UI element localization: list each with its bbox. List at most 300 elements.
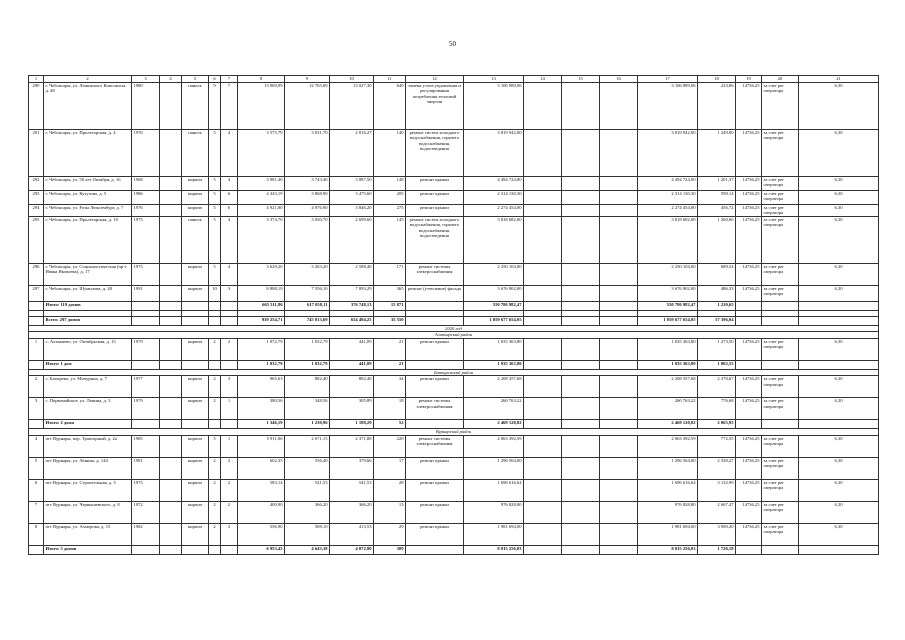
table-cell: 1 696 616,64 xyxy=(464,479,524,501)
table-cell: 4 976,90 xyxy=(285,204,330,216)
table-cell: 598,14 xyxy=(698,190,736,204)
table-cell xyxy=(562,190,600,204)
table-cell: 1 726,18 xyxy=(698,545,736,554)
table-cell: за счет рег оператора xyxy=(762,479,799,501)
table-cell: г. Чебоксары, ул. 50 лет Октября, д. 16 xyxy=(44,176,132,190)
table-cell: 3 xyxy=(221,285,238,301)
table-cell: кирпич xyxy=(182,263,209,285)
table-cell: 2 xyxy=(209,376,221,398)
table-cell: 3 475,60 xyxy=(330,190,374,204)
capital-repair-table xyxy=(28,75,879,555)
column-number-cell: 17 xyxy=(638,76,698,83)
table-cell: 296 xyxy=(29,263,44,285)
table-cell: 1 696 616,64 xyxy=(638,479,698,501)
table-cell: 14736,25 xyxy=(736,338,762,360)
table-cell xyxy=(221,545,238,554)
table-cell: 6,30 xyxy=(799,501,879,523)
table-cell: ремонт крыши xyxy=(406,501,464,523)
table-cell xyxy=(132,545,160,554)
table-cell xyxy=(562,435,600,457)
table-cell: 14736,25 xyxy=(736,204,762,216)
table-cell: 6,30 xyxy=(799,263,879,285)
table-cell xyxy=(160,285,182,301)
table-cell: за счет рег оператора xyxy=(762,176,799,190)
table-cell xyxy=(132,360,160,369)
table-cell: 366,20 xyxy=(285,501,330,523)
table-cell: 1977 xyxy=(132,376,160,398)
table-cell xyxy=(562,204,600,216)
section-heading: 2020 год xyxy=(29,325,879,332)
table-cell xyxy=(160,301,182,310)
table-cell: 1985 xyxy=(132,435,160,457)
table-cell: 6,30 xyxy=(799,216,879,263)
table-row xyxy=(29,263,879,285)
table-row xyxy=(29,285,879,301)
table-row xyxy=(29,376,879,398)
table-cell: 5 xyxy=(209,263,221,285)
table-cell: 2 314 130,30 xyxy=(464,190,524,204)
table-cell: 52 xyxy=(374,420,406,429)
table-cell xyxy=(562,301,600,310)
table-cell: 550 786 982,47 xyxy=(464,301,524,310)
table-cell: 140 xyxy=(374,129,406,176)
table-cell xyxy=(562,82,600,129)
table-cell: 2 588,40 xyxy=(330,263,374,285)
table-cell: 3 030,70 xyxy=(285,216,330,263)
table-cell: 486,33 xyxy=(698,285,736,301)
table-cell: кирпич xyxy=(182,479,209,501)
table-cell: 14736,25 xyxy=(736,190,762,204)
table-cell: 3 868,90 xyxy=(285,190,330,204)
table-cell: ремонт (утепление) фасада xyxy=(406,285,464,301)
table-cell xyxy=(160,176,182,190)
section-heading: Алатырский район xyxy=(29,332,879,339)
table-cell: кирпич xyxy=(182,398,209,420)
table-cell: 1 260,00 xyxy=(698,216,736,263)
table-cell xyxy=(182,301,209,310)
table-cell: 2 xyxy=(221,523,238,545)
page-number: 50 xyxy=(449,40,456,48)
table-cell: 508,10 xyxy=(285,523,330,545)
table-cell: 550 786 982,47 xyxy=(638,301,698,310)
table-cell: 3 676 902,00 xyxy=(464,285,524,301)
table-cell: 14736,25 xyxy=(736,501,762,523)
table-cell: замена узлов управления и регулирования потребления тепловой энергии xyxy=(406,82,464,129)
table-cell: 976 828,80 xyxy=(638,501,698,523)
table-cell xyxy=(524,398,562,420)
table-cell xyxy=(160,204,182,216)
column-number-cell: 3 xyxy=(132,76,160,83)
table-cell: Итого: 5 домов xyxy=(44,545,132,554)
table-cell: 6,30 xyxy=(799,176,879,190)
table-cell: Всего: 297 домов xyxy=(44,316,132,325)
table-cell: 205 xyxy=(374,190,406,204)
table-cell: 305,89 xyxy=(330,398,374,420)
table-cell: 5 xyxy=(209,176,221,190)
table-cell: 1975 xyxy=(132,216,160,263)
table-cell xyxy=(600,420,638,429)
table-cell: 8 888,19 xyxy=(238,285,285,301)
table-cell: 772,55 xyxy=(698,435,736,457)
table-cell xyxy=(406,316,464,325)
table-cell: 1 002,55 xyxy=(698,360,736,369)
table-cell xyxy=(562,420,600,429)
table-cell xyxy=(762,545,799,554)
column-number-cell: 6 xyxy=(209,76,221,83)
table-cell xyxy=(160,82,182,129)
column-number-cell: 13 xyxy=(464,76,524,83)
table-cell: 8 xyxy=(29,523,44,545)
table-cell: 220 xyxy=(374,435,406,457)
table-cell xyxy=(562,376,600,398)
table-cell: 745 813,69 xyxy=(285,316,330,325)
table-cell: 2 063 392,59 xyxy=(464,435,524,457)
table-cell: 2 250 104,00 xyxy=(464,263,524,285)
table-cell xyxy=(524,435,562,457)
table-cell: 1 220,65 xyxy=(698,301,736,310)
table-cell: 18 xyxy=(374,398,406,420)
table-cell xyxy=(600,457,638,479)
table-cell xyxy=(600,501,638,523)
column-number-cell: 1 xyxy=(29,76,44,83)
table-cell: 260 763,22 xyxy=(638,398,698,420)
table-cell: за счет рег оператора xyxy=(762,376,799,398)
table-cell: 1 072,79 xyxy=(238,338,285,360)
table-cell: 14736,25 xyxy=(736,479,762,501)
table-cell: 1 201,37 xyxy=(698,176,736,190)
table-cell: 6 953,45 xyxy=(238,545,285,554)
table-cell: 6,30 xyxy=(799,82,879,129)
table-cell xyxy=(600,176,638,190)
table-cell: 295 xyxy=(29,216,44,263)
table-cell: 2 065,95 xyxy=(698,420,736,429)
table-cell xyxy=(562,285,600,301)
table-cell: 1 296 564,00 xyxy=(464,457,524,479)
table-row xyxy=(29,216,879,263)
table-cell: 5 xyxy=(29,457,44,479)
table-cell: 3 132,99 xyxy=(698,479,736,501)
table-cell: 294 xyxy=(29,204,44,216)
table-cell xyxy=(160,129,182,176)
table-cell: 1 059 677 654,05 xyxy=(638,316,698,325)
table-cell xyxy=(160,376,182,398)
table-cell: 2 371,88 xyxy=(330,435,374,457)
table-cell: 5 xyxy=(209,129,221,176)
table-cell xyxy=(524,216,562,263)
table-row xyxy=(29,457,879,479)
table-cell: 441,09 xyxy=(330,338,374,360)
table-cell: 5 xyxy=(209,435,221,457)
table-cell: 583,14 xyxy=(238,479,285,501)
table-cell: 3 819 942,00 xyxy=(638,129,698,176)
table-cell xyxy=(524,457,562,479)
table-cell: 4 xyxy=(221,216,238,263)
table-cell: 2 314 130,30 xyxy=(638,190,698,204)
table-cell: 2 xyxy=(221,457,238,479)
table-cell: 4 343,19 xyxy=(238,190,285,204)
table-cell xyxy=(524,338,562,360)
table-row xyxy=(29,479,879,501)
table-cell: 5 911,06 xyxy=(238,435,285,457)
table-cell xyxy=(524,176,562,190)
table-cell xyxy=(562,545,600,554)
table-cell: 309 xyxy=(374,545,406,554)
table-cell: 939 254,71 xyxy=(238,316,285,325)
table-cell xyxy=(600,398,638,420)
table-cell: 260 763,22 xyxy=(464,398,524,420)
column-number-cell: 14 xyxy=(524,76,562,83)
column-number-cell: 9 xyxy=(285,76,330,83)
table-cell: за счет рег оператора xyxy=(762,285,799,301)
table-row xyxy=(29,204,879,216)
table-cell: 6,30 xyxy=(799,376,879,398)
table-cell xyxy=(209,360,221,369)
table-cell: с. Батырево, ул. Мичурина, д. 7 xyxy=(44,376,132,398)
table-cell: 1 035 363,80 xyxy=(464,338,524,360)
table-cell: 35 550 xyxy=(374,316,406,325)
table-cell xyxy=(524,545,562,554)
table-cell: ремонт крыши xyxy=(406,479,464,501)
table-cell xyxy=(160,457,182,479)
table-cell: кирпич xyxy=(182,376,209,398)
table-cell: 348,56 xyxy=(285,398,330,420)
table-cell: 10 xyxy=(209,285,221,301)
column-number-cell: 4 xyxy=(160,76,182,83)
table-cell xyxy=(182,316,209,325)
table-cell: 12 765,69 xyxy=(285,82,330,129)
table-cell: 21 xyxy=(374,338,406,360)
table-cell: 2 274 454,00 xyxy=(464,204,524,216)
table-cell: 1968 xyxy=(132,176,160,190)
table-cell xyxy=(182,420,209,429)
table-cell: г. Чебоксары, ул. Кутузова, д. 5 xyxy=(44,190,132,204)
table-cell: 1 059 677 654,05 xyxy=(464,316,524,325)
table-cell: 400,90 xyxy=(238,501,285,523)
table-cell: 3 743,40 xyxy=(285,176,330,190)
table-cell: 665 511,86 xyxy=(238,301,285,310)
table-cell: 2 208 357,68 xyxy=(464,376,524,398)
section-heading: Вурнарский район xyxy=(29,429,879,436)
table-cell xyxy=(160,316,182,325)
table-cell: 365 xyxy=(374,285,406,301)
table-cell: г. Чебоксары, ул. Шумилова, д. 28 xyxy=(44,285,132,301)
table-cell xyxy=(762,420,799,429)
table-cell xyxy=(562,457,600,479)
table-cell: 6,30 xyxy=(799,204,879,216)
table-cell: панель xyxy=(182,82,209,129)
table-cell xyxy=(799,360,879,369)
table-cell: 6 xyxy=(29,479,44,501)
table-cell xyxy=(524,316,562,325)
table-cell: 2 330,27 xyxy=(698,457,736,479)
table-cell: 3 818 682,00 xyxy=(464,216,524,263)
table-cell xyxy=(182,360,209,369)
table-cell xyxy=(600,338,638,360)
table-cell: Итого: 119 домов xyxy=(44,301,132,310)
column-number-cell: 21 xyxy=(799,76,879,83)
table-cell: 57 396,04 xyxy=(698,316,736,325)
table-cell: 1 249,00 xyxy=(698,129,736,176)
column-number-cell: 16 xyxy=(600,76,638,83)
table-cell: ремонт крыши xyxy=(406,376,464,398)
table-cell: 5 xyxy=(209,204,221,216)
table-cell xyxy=(600,190,638,204)
total-row xyxy=(29,420,879,429)
table-cell: 3 106 989,06 xyxy=(464,82,524,129)
column-number-cell: 2 xyxy=(44,76,132,83)
table-cell: за счет рег оператора xyxy=(762,204,799,216)
table-cell: за счет рег оператора xyxy=(762,501,799,523)
table-cell: пгт Вурнары, ул. Ахмерова, д. 15 xyxy=(44,523,132,545)
table-cell: 2 208 357,68 xyxy=(638,376,698,398)
table-cell: 654 494,25 xyxy=(330,316,374,325)
table-cell: 14736,25 xyxy=(736,129,762,176)
table-cell: 17 xyxy=(374,457,406,479)
table-cell: 1 188,29 xyxy=(330,420,374,429)
column-number-cell: 10 xyxy=(330,76,374,83)
table-cell: 3 106 989,06 xyxy=(638,82,698,129)
table-cell xyxy=(209,545,221,554)
table-cell xyxy=(562,338,600,360)
table-cell xyxy=(160,338,182,360)
table-cell: 21 xyxy=(374,360,406,369)
table-cell xyxy=(406,360,464,369)
table-cell: 1975 xyxy=(132,479,160,501)
table-cell xyxy=(160,216,182,263)
table-cell: 148 xyxy=(374,176,406,190)
table-cell: 2 xyxy=(209,338,221,360)
table-cell: за счет рег оператора xyxy=(762,263,799,285)
table-cell xyxy=(160,545,182,554)
table-cell: 4 072,80 xyxy=(330,545,374,554)
table-cell: кирпич xyxy=(182,501,209,523)
table-cell xyxy=(736,316,762,325)
table-cell xyxy=(762,301,799,310)
table-cell: 6,30 xyxy=(799,338,879,360)
table-cell xyxy=(524,420,562,429)
table-cell: 9 xyxy=(209,82,221,129)
table-cell xyxy=(182,545,209,554)
table-cell: 13 xyxy=(374,501,406,523)
table-cell xyxy=(600,523,638,545)
table-cell: 8 015 256,03 xyxy=(638,545,698,554)
table-cell: 3 374,70 xyxy=(238,216,285,263)
table-cell: 1 xyxy=(29,338,44,360)
column-number-cell: 12 xyxy=(406,76,464,83)
table-cell: 14736,25 xyxy=(736,376,762,398)
table-cell: 376 748,13 xyxy=(330,301,374,310)
table-cell: 6,30 xyxy=(799,129,879,176)
column-number-cell: 7 xyxy=(221,76,238,83)
table-cell: 14736,25 xyxy=(736,523,762,545)
table-cell: 7 556,10 xyxy=(285,285,330,301)
table-cell: 14736,25 xyxy=(736,176,762,190)
table-cell: кирпич xyxy=(182,285,209,301)
table-cell: 1976 xyxy=(132,129,160,176)
table-cell: 1 035 363,80 xyxy=(638,360,698,369)
table-cell: пгт Вурнары, ул. Чернышевского, д. 8 xyxy=(44,501,132,523)
table-cell: за счет рег оператора xyxy=(762,129,799,176)
table-cell xyxy=(562,129,600,176)
table-cell xyxy=(799,301,879,310)
table-cell: 13 969,99 xyxy=(238,82,285,129)
table-cell: Итого: 1 дом xyxy=(44,360,132,369)
table-cell: 2 671,15 xyxy=(285,435,330,457)
table-cell: 602,35 xyxy=(238,457,285,479)
table-cell: 3 819 942,00 xyxy=(464,129,524,176)
table-cell xyxy=(562,216,600,263)
table-cell: 366,20 xyxy=(330,501,374,523)
table-cell: 7 xyxy=(221,82,238,129)
table-cell: 556,40 xyxy=(285,457,330,479)
table-cell: пгт Вурнары, ул. Ленина, д. 144 xyxy=(44,457,132,479)
table-cell: 290 xyxy=(29,82,44,129)
table-cell xyxy=(524,263,562,285)
table-cell xyxy=(562,176,600,190)
table-cell xyxy=(736,360,762,369)
table-cell: кирпич xyxy=(182,190,209,204)
table-cell xyxy=(562,501,600,523)
table-cell: 291 xyxy=(29,129,44,176)
table-cell: 275 xyxy=(374,204,406,216)
table-cell: 541,53 xyxy=(330,479,374,501)
column-number-cell: 18 xyxy=(698,76,736,83)
total-row xyxy=(29,301,879,310)
table-cell xyxy=(29,301,44,310)
table-cell: 3 676 902,00 xyxy=(638,285,698,301)
table-cell: 6,30 xyxy=(799,457,879,479)
table-cell: 1982 xyxy=(132,523,160,545)
table-cell: 14736,25 xyxy=(736,263,762,285)
table-cell xyxy=(524,479,562,501)
table-cell: 1981 xyxy=(132,457,160,479)
table-cell: г. Чебоксары, ул. Розы Люксембург, д. 7 xyxy=(44,204,132,216)
table-cell xyxy=(160,479,182,501)
table-cell: 6,30 xyxy=(799,398,879,420)
table-cell xyxy=(600,204,638,216)
table-row xyxy=(29,523,879,545)
table-cell: 689,54 xyxy=(698,263,736,285)
table-cell: 1979 xyxy=(132,398,160,420)
table-cell: с. Первомайское, ул. Ленина, д. 3 xyxy=(44,398,132,420)
table-cell: 541,53 xyxy=(285,479,330,501)
table-cell: 1 981 694,00 xyxy=(464,523,524,545)
table-cell: ремонт системы электроснабжения xyxy=(406,398,464,420)
table-cell: ремонт крыши xyxy=(406,523,464,545)
table-cell xyxy=(160,263,182,285)
table-cell: с. Алтышево, ул. Октябрьская, д. 15 xyxy=(44,338,132,360)
table-cell xyxy=(600,129,638,176)
table-cell: 1986 xyxy=(132,190,160,204)
table-cell xyxy=(600,376,638,398)
table-cell: 2 xyxy=(209,398,221,420)
table-cell xyxy=(600,216,638,263)
table-cell: 223,06 xyxy=(698,82,736,129)
table-cell xyxy=(160,420,182,429)
section-heading: Батыревский район xyxy=(29,369,879,376)
table-cell: 3 846,20 xyxy=(330,204,374,216)
table-cell: ремонт крыши xyxy=(406,204,464,216)
table-cell xyxy=(600,360,638,369)
table-cell: пгт Вурнары, пер. Тракторный, д. 2а xyxy=(44,435,132,457)
table-cell: 29 xyxy=(374,523,406,545)
table-cell: 3 031,70 xyxy=(285,129,330,176)
table-cell: 556,90 xyxy=(238,523,285,545)
table-cell: панель xyxy=(182,129,209,176)
table-cell: 4 494 724,00 xyxy=(638,176,698,190)
table-cell: 4 494 724,00 xyxy=(464,176,524,190)
table-cell xyxy=(524,501,562,523)
